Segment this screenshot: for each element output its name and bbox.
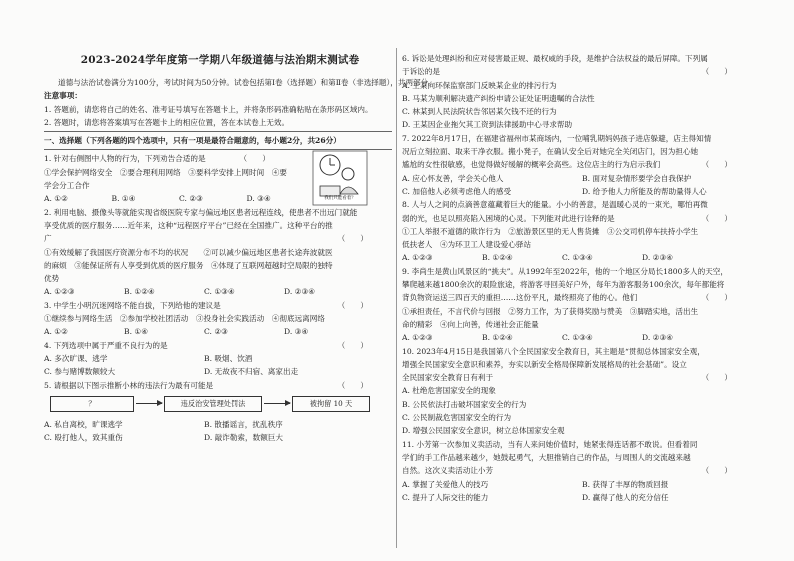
- q8-line-2: 弱的光，也足以照亮陷入困境的心灵。下列能对此进行诠释的是: [402, 213, 615, 223]
- q2-option-c[interactable]: C. ①③④: [204, 287, 235, 297]
- q9-line-2: 攀爬越来越1800余次的艰险旅途，将游客寻回美好户外，每年为游客服务100余次，每年都能将: [402, 280, 725, 290]
- q8-option-b[interactable]: B. ①②④: [482, 253, 513, 263]
- q8-answer-paren[interactable]: （ ）: [701, 213, 732, 223]
- q11-line-3: 自然。这次义卖活动让小芳: [402, 466, 494, 476]
- q3-option-a[interactable]: A. ①②: [44, 327, 68, 337]
- q7-line-3: 尴尬的女性很敏感，也觉得做好缓解的概率会高些。这位店主的行为启示我们: [402, 160, 661, 170]
- q4-stem: 4. 下列选项中属于严重不良行为的是: [44, 340, 168, 350]
- q8-option-a[interactable]: A. ①②③: [402, 253, 433, 263]
- q11-option-a[interactable]: A. 掌握了关爱他人的技巧: [402, 479, 489, 489]
- q6-option-d[interactable]: D. 王某因企业拖欠其工资到法律援助中心寻求帮助: [402, 120, 573, 130]
- question-7: [402, 132, 756, 198]
- right-column: [402, 52, 756, 504]
- q7-option-a[interactable]: A. 应心怀友善，学会关心他人: [402, 173, 504, 183]
- q5-flow-box-law: 违反治安管理处罚法: [164, 396, 262, 412]
- q1-stem: 1. 针对右侧图中人物的行为，下列劝告合适的是: [44, 154, 206, 164]
- q6-option-b[interactable]: B. 马某为顺利解决遗产纠纷申请公证处证明遗嘱的合法性: [402, 93, 595, 103]
- q3-stem: 3. 中学生小明沉迷网络不能自拔，下列给他的建议是: [44, 300, 221, 310]
- question-11: [402, 438, 756, 504]
- q7-option-d[interactable]: D. 给予他人力所能及的帮助量得人心: [582, 186, 707, 196]
- q11-option-d[interactable]: D. 赢得了他人的充分信任: [582, 492, 669, 502]
- q4-option-a[interactable]: A. 多次旷课、逃学: [44, 353, 108, 363]
- q1-line-1: ①学会保护网络安全 ②要合理利用网络 ③要科学安排上网时间 ④要: [44, 167, 287, 177]
- q11-line-2: 学们的手工作品越来越少，她鼓起勇气，大胆推销自己的作品，与周围人的交流越来越: [402, 452, 691, 462]
- q8-line-4: 低扶老人 ④为环卫工人建设爱心驿站: [402, 240, 532, 250]
- question-6: [402, 52, 756, 132]
- q2-line-6: 优势: [44, 274, 60, 284]
- q7-line-2: 况后立刻拉面、取来干净衣服。搬小凳子，在确认安全后对她完全关闭店门，因为担心她: [402, 147, 699, 157]
- q3-option-d[interactable]: D. ③④: [284, 327, 309, 337]
- q5-flow-box-unknown: ？: [50, 396, 134, 412]
- q1-cartoon-caption: 我们只能看着？: [324, 196, 356, 201]
- q8-line-1: 8. 人与人之间的点滴善意蕴藏着巨大的能量。小小的善意，是温暖心灵的一束光，哪怕再微: [402, 200, 708, 210]
- note-2: 2. 答题时，请您将答案填写在答题卡上的相应位置，答在本试卷上无效。: [44, 117, 290, 127]
- q2-line-4: ①有效缓解了我国医疗资源分布不均的状况 ②可以减少偏远地区患者长途奔波就医: [44, 247, 333, 257]
- q6-option-a[interactable]: A. 王某向环保监察部门反映某企业的排污行为: [402, 80, 557, 90]
- q3-options: [44, 325, 392, 338]
- q11-options-row-2: [402, 491, 756, 504]
- q9-line-1: 9. 李尚生是黄山风景区的“挑夫”。从1992年至2022年，他的一个地区分局长1800多人的天空，: [402, 266, 728, 276]
- q6-line-2: 于诉讼的是: [402, 67, 440, 77]
- q9-option-b[interactable]: B. ①②④: [482, 333, 513, 343]
- q2-option-a[interactable]: A. ①②③: [44, 287, 75, 297]
- question-5: [44, 379, 392, 445]
- q10-line-1: 10. 2023年4月15日是我国第八个全民国家安全教育日，其主题是“贯彻总体国家安全观，: [402, 346, 705, 356]
- q2-line-1: 2. 利用电脑、摄像头等就能实现省级医院专家与偏远地区患者远程连线，使患者不出远门就能: [44, 207, 358, 217]
- q1-option-c[interactable]: C. ②③: [179, 194, 203, 204]
- q5-arrow-icon-2: [264, 403, 290, 404]
- q9-options: [402, 331, 756, 344]
- q1-cartoon-image: [312, 150, 368, 206]
- q2-option-b[interactable]: B. ①②④: [124, 287, 155, 297]
- q10-option-a[interactable]: A. 杜绝危害国家安全的现象: [402, 386, 496, 396]
- q4-options-row-1: [44, 352, 392, 365]
- q9-answer-paren[interactable]: （ ）: [701, 293, 732, 303]
- section-1-header: [44, 131, 392, 150]
- left-column: [44, 76, 436, 444]
- section-1-title: 一、选择题（下列各题的四个选项中，只有一项是最符合题意的，每小题2分，共26分）: [44, 136, 341, 146]
- q11-option-c[interactable]: C. 提升了人际交往的能力: [402, 492, 489, 502]
- q8-option-d[interactable]: D. ②③④: [642, 253, 674, 263]
- q10-answer-paren[interactable]: （ ）: [701, 373, 732, 383]
- question-9: [402, 265, 756, 345]
- q5-answer-paren[interactable]: （ ）: [337, 380, 368, 390]
- q7-option-b[interactable]: B. 面对复杂情形要学会自我保护: [582, 173, 692, 183]
- q9-line-3: 背负物资运送三四百天的重担……这份平凡，最终照亮了他的心。他们: [402, 293, 638, 303]
- column-divider: [396, 48, 397, 548]
- q4-answer-paren[interactable]: （ ）: [337, 340, 368, 350]
- q3-answer-paren[interactable]: （ ）: [337, 300, 368, 310]
- q5-options-row-1: [44, 418, 392, 431]
- q2-line-2: 享受优质的医疗服务……近年来，这种“远程医疗平台”已经在全国推广。这种平台的推: [44, 220, 333, 230]
- q1-options: [44, 192, 314, 205]
- q10-option-b[interactable]: B. 公民依法打击破坏国家安全的行为: [402, 399, 527, 409]
- q9-option-d[interactable]: D. ②③④: [642, 333, 674, 343]
- q11-answer-paren[interactable]: （ ）: [701, 466, 732, 476]
- q11-options-row-1: [402, 478, 756, 491]
- q5-flow-diagram: [50, 396, 392, 412]
- q9-line-5: 命的精彩 ④向上向善，传递社会正能量: [402, 319, 539, 329]
- q6-answer-paren[interactable]: （ ）: [701, 67, 732, 77]
- q3-option-b[interactable]: B. ①④: [124, 327, 149, 337]
- question-4: [44, 339, 392, 379]
- q2-answer-paren[interactable]: （ ）: [337, 234, 368, 244]
- q7-line-1: 7. 2022年8月17日，在福建省福州市某商场内，一位哺乳期妈妈孩子进店躲避，店主得知情: [402, 133, 712, 143]
- q9-line-4: ①承担责任，不言代价与回报 ②努力工作，为了获得奖励与赞美 ③脚踏实地，活出生: [402, 306, 699, 316]
- q8-options: [402, 251, 756, 264]
- q8-line-3: ①工人举报不道德的欺诈行为 ②旅游景区里的无人售货摊 ③公交司机停车扶持小学生: [402, 226, 699, 236]
- note-1: 1. 答题前，请您将自己的姓名、准考证号填写在答题卡上，并将条形码准确粘贴在条形码区域内。: [44, 104, 373, 114]
- q3-line-1: ①继续参与网络生活 ②参加学校社团活动 ③投身社会实践活动 ④彻底远离网络: [44, 314, 325, 324]
- q4-option-c[interactable]: C. 参与赌博数额较大: [44, 367, 116, 377]
- q2-options: [44, 285, 392, 298]
- q2-line-3: 广: [44, 234, 52, 244]
- q10-line-2: 增强全民国家安全意识和素养，夯实以新安全格局保障新发展格局的社会基础”。设立: [402, 359, 687, 369]
- q4-option-d[interactable]: D. 无故夜不归宿、离家出走: [204, 367, 299, 377]
- q1-option-b[interactable]: B. ①④: [111, 194, 136, 204]
- q5-options-row-2: [44, 431, 392, 444]
- q10-option-d[interactable]: D. 增强公民国家安全意识，树立总体国家安全观: [402, 426, 565, 436]
- q1-option-a[interactable]: A. ①②: [44, 194, 68, 204]
- q5-option-c[interactable]: C. 殴打他人，致其重伤: [44, 433, 123, 443]
- q5-option-a[interactable]: A. 私自离校，旷课逃学: [44, 419, 123, 429]
- q9-option-a[interactable]: A. ①②③: [402, 333, 433, 343]
- q4-option-b[interactable]: B. 吸烟、饮酒: [204, 353, 253, 363]
- question-3: [44, 299, 392, 339]
- q1-line-2: 学会分工合作: [44, 181, 90, 191]
- q6-option-c[interactable]: C. 林某到人民法院状告邻居某欠钱不还的行为: [402, 107, 557, 117]
- exam-title: 2023-2024学年度第一学期八年级道德与法治期末测试卷: [80, 54, 360, 66]
- q5-option-b[interactable]: B. 散播谣言，扰乱秩序: [204, 419, 283, 429]
- exam-intro: 道德与法治试卷满分为100分，考试时间为50分钟。试卷包括第Ⅰ卷（选择题）和第Ⅱ卷（非选择题），共两部分。: [58, 78, 436, 87]
- q10-line-3: 全民国家安全教育日有利于: [402, 373, 494, 383]
- q4-options-row-2: [44, 365, 392, 378]
- q6-line-1: 6. 诉讼是处理纠纷和应对侵害最正规、最权威的手段，是维护合法权益的最后屏障。下列属: [402, 54, 708, 63]
- q5-option-d[interactable]: D. 敲诈勒索，数额巨大: [204, 433, 283, 443]
- q3-option-c[interactable]: C. ②③: [204, 327, 228, 337]
- q1-option-d[interactable]: D. ③④: [246, 194, 271, 204]
- q2-option-d[interactable]: D. ②③④: [284, 287, 316, 297]
- notes-label: 注意事项：: [44, 91, 82, 101]
- q7-answer-paren[interactable]: （ ）: [701, 160, 732, 170]
- question-2: [44, 206, 392, 299]
- q10-option-c[interactable]: C. 公民制裁危害国家安全的行为: [402, 413, 512, 423]
- q2-line-5: 的麻烦 ③能保证所有人享受到优质的医疗服务 ④体现了互联网超越时空局限的独特: [44, 260, 333, 270]
- q7-option-c[interactable]: C. 加倍他人必须考虑他人的感受: [402, 186, 512, 196]
- q5-flow-box-result: 被拘留 10 天: [292, 396, 370, 412]
- q7-options-row-1: [402, 172, 756, 185]
- q9-option-c[interactable]: C. ①③④: [562, 333, 593, 343]
- q5-arrow-icon-1: [136, 403, 162, 404]
- q11-line-1: 11. 小芳第一次参加义卖活动，当有人来问她价值时，她紧张得连话都不敢说。但看着同: [402, 439, 698, 449]
- q5-stem: 5. 请根据以下图示推断小林的违法行为最有可能是: [44, 380, 214, 390]
- question-10: [402, 345, 756, 438]
- q7-options-row-2: [402, 185, 756, 198]
- q8-option-c[interactable]: C. ①③④: [562, 253, 593, 263]
- question-8: [402, 198, 756, 264]
- q11-option-b[interactable]: B. 获得了丰厚的物质回报: [582, 479, 669, 489]
- q1-answer-paren[interactable]: （ ）: [239, 154, 270, 164]
